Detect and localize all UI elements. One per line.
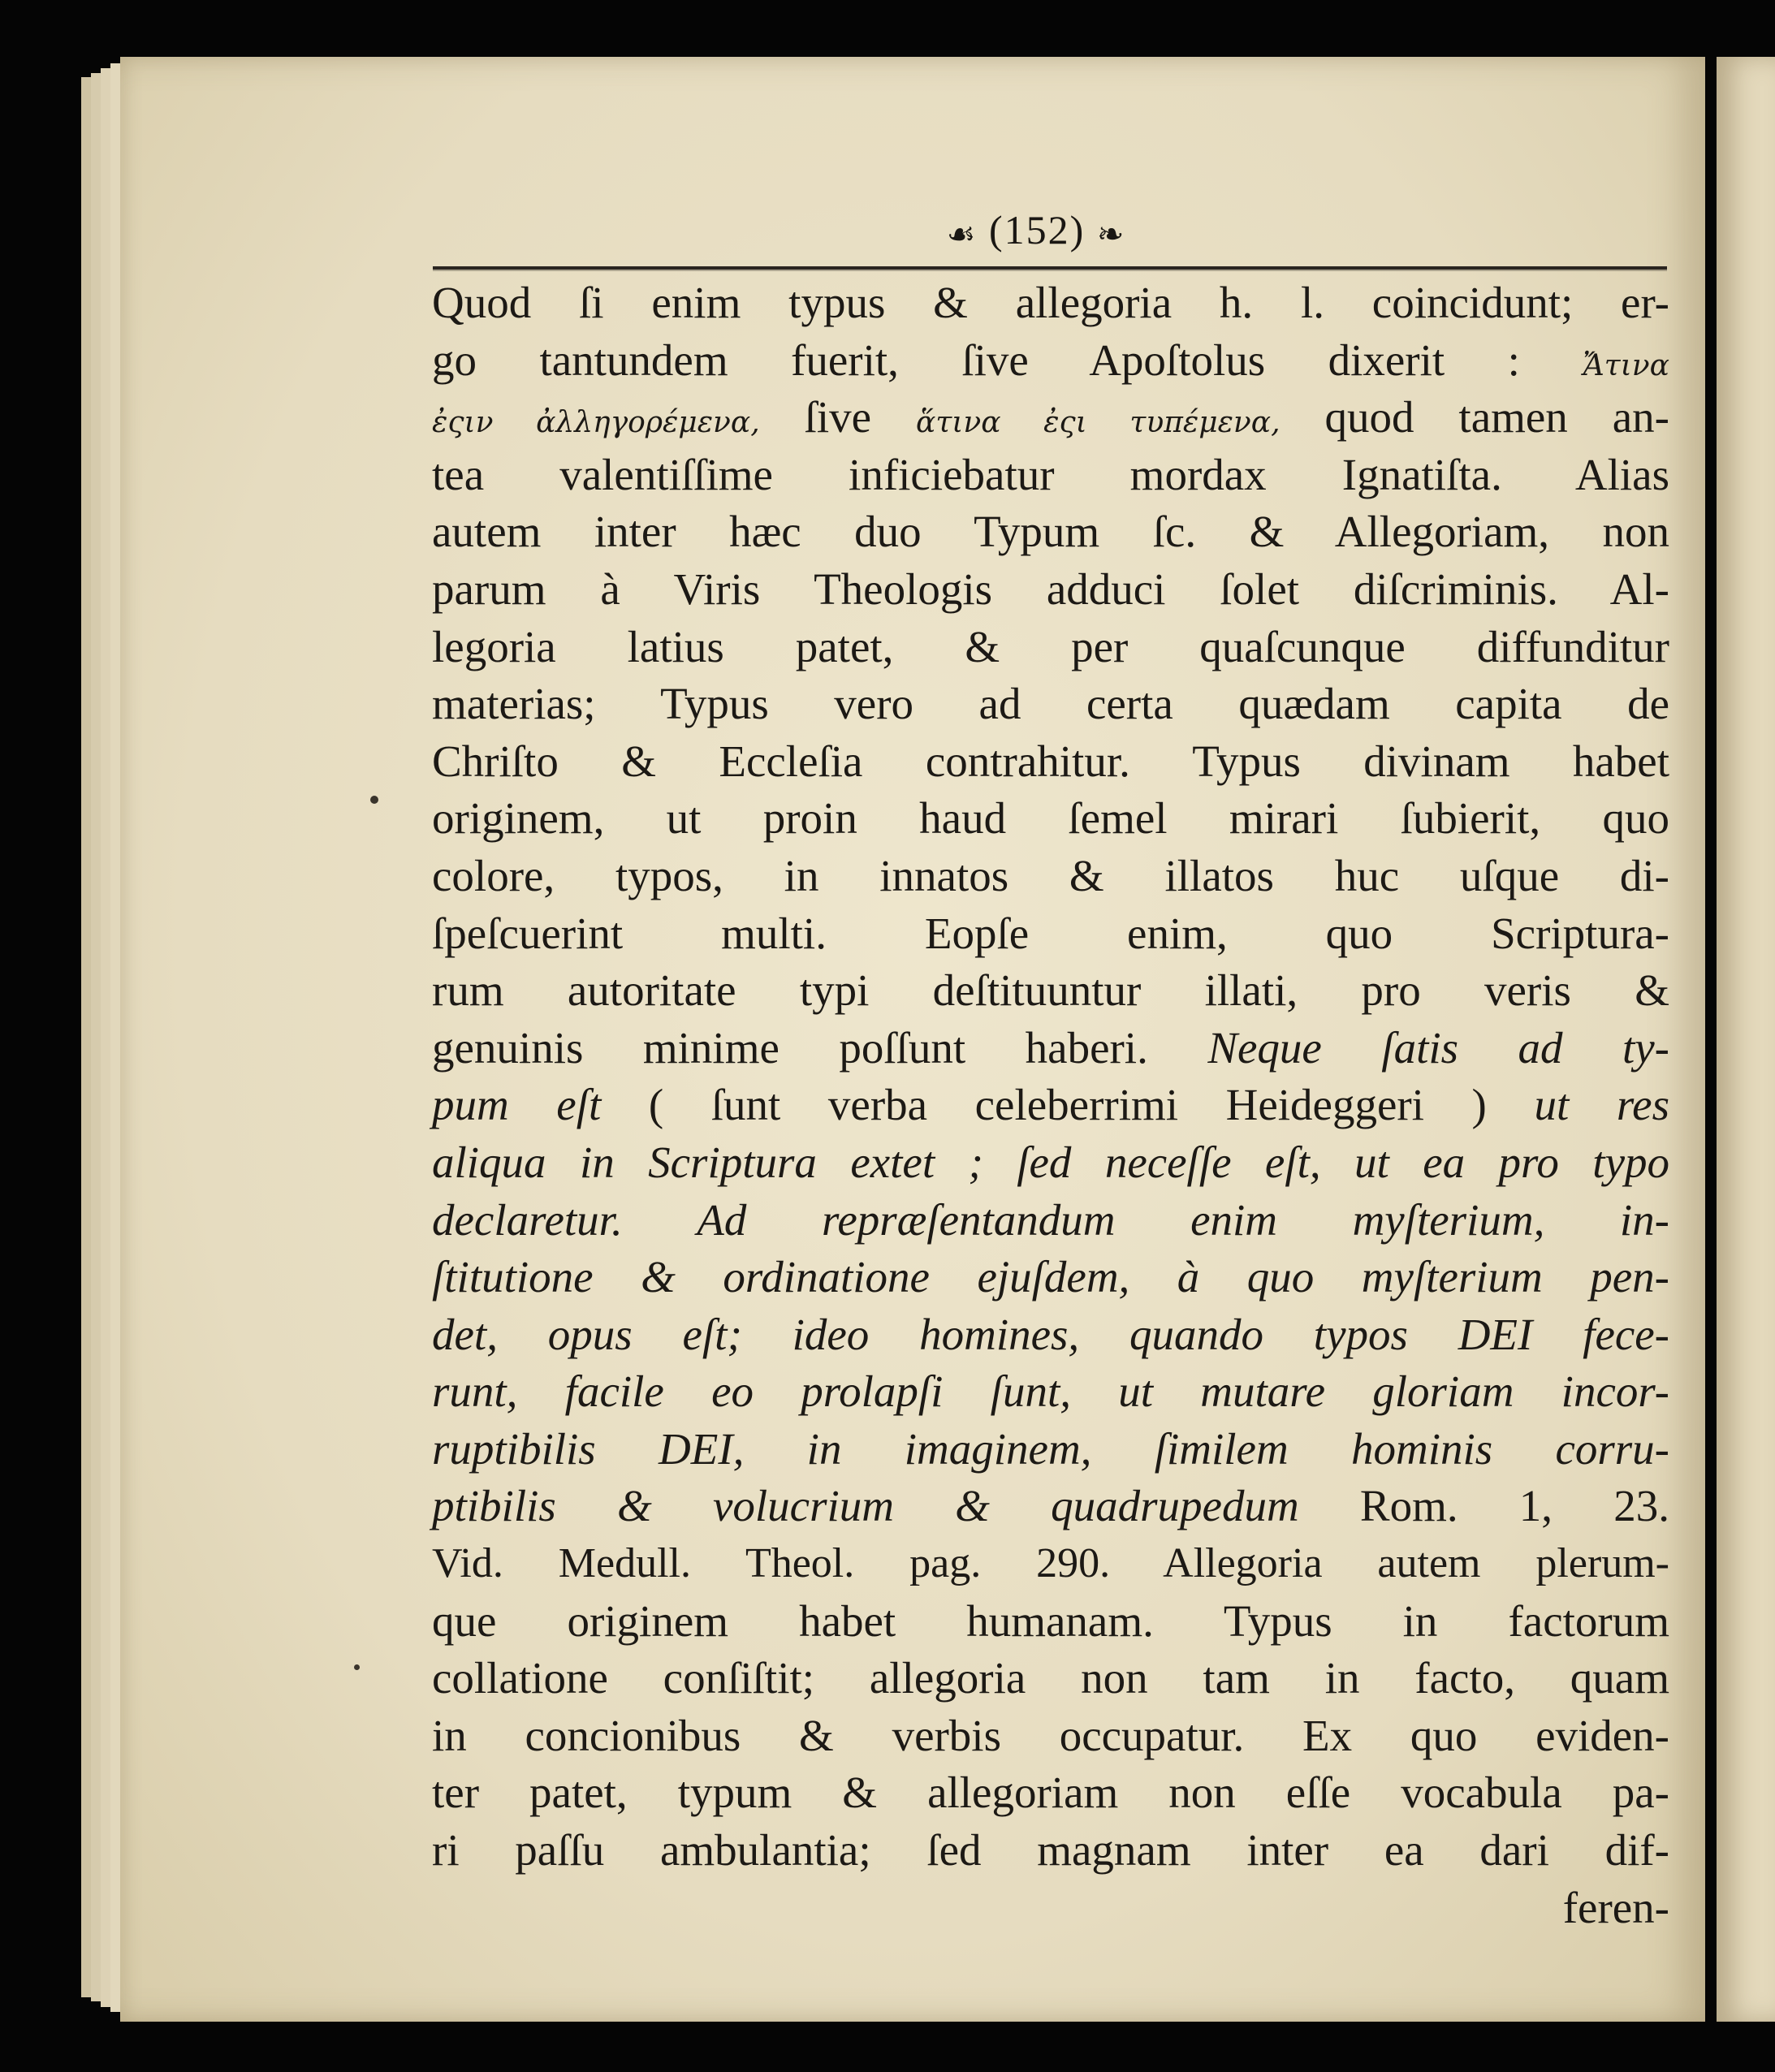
roman-text: autem inter hæc duo Typum ſc. & Allegoriam, non	[432, 507, 1669, 557]
italic-text: det, opus eſt; ideo homines, quando typos DEI fece-	[432, 1309, 1669, 1359]
roman-text: collatione conſiſtit; allegoria non tam in facto, quam	[432, 1653, 1669, 1703]
text-line	[432, 1134, 1669, 1192]
text-line	[432, 1880, 1669, 1937]
roman-text: ri paſſu ambulantia; ſed magnam inter ea dari dif-	[432, 1825, 1669, 1876]
text-line	[432, 619, 1669, 676]
greek-text: Ἄτινα	[1583, 348, 1669, 382]
roman-text: genuinis minime poſſunt haberi.	[432, 1022, 1208, 1073]
text-line	[432, 274, 1669, 332]
text-line	[432, 332, 1669, 390]
text-line	[432, 848, 1669, 905]
roman-text: go tantundem fuerit, ſive Apoſtolus dixerit :	[432, 335, 1583, 385]
italic-text: ut res	[1534, 1080, 1669, 1130]
text-line	[432, 1707, 1669, 1765]
text-line	[432, 1306, 1669, 1364]
roman-text: ( ſunt verba celeberrimi Heideggeri )	[601, 1080, 1535, 1130]
roman-text: que originem habet humanam. Typus in factorum	[432, 1595, 1669, 1646]
roman-text: Quod ſi enim typus & allegoria h. l. coincidunt; er-	[432, 278, 1669, 327]
italic-text: ruptibilis DEI, in imaginem, ſimilem hominis corru-	[432, 1423, 1669, 1474]
text-line	[432, 1249, 1669, 1306]
page-speck	[354, 1664, 360, 1670]
text-line	[432, 1822, 1669, 1880]
roman-text: feren-	[1562, 1882, 1669, 1932]
italic-text: pum eſt	[432, 1080, 602, 1130]
roman-text: Chriſto & Eccleſia contrahitur. Typus divinam habet	[432, 736, 1669, 786]
page-number-line	[833, 206, 1239, 253]
text-line	[432, 389, 1669, 447]
roman-text: originem, ut proin haud ſemel mirari ſubierit, quo	[432, 793, 1669, 844]
page-header	[120, 146, 1705, 253]
italic-text: ptibilis & volucrium & quadrupedum	[432, 1481, 1299, 1531]
italic-text: declaretur. Ad repræſentandum enim myſterium, in-	[432, 1194, 1669, 1245]
header-rule	[433, 266, 1667, 270]
page-number: (152)	[989, 207, 1086, 253]
text-line	[432, 503, 1669, 561]
text-line	[432, 1650, 1669, 1707]
italic-text: aliqua in Scriptura extet ; ſed neceſſe eſt, ut ea pro typo	[432, 1137, 1669, 1187]
roman-text: rum autoritate typi deſtituuntur illati, pro veris &	[432, 965, 1669, 1016]
text-line	[432, 733, 1669, 791]
roman-text: Vid. Medull. Theol. pag. 290. Allegoria autem plerum-	[432, 1540, 1669, 1587]
greek-text: ἐςιν ἀλληγορέμενα,	[432, 406, 760, 440]
book-page	[120, 57, 1705, 2022]
text-line	[432, 1421, 1669, 1478]
roman-text: in concionibus & verbis occupatur. Ex quo eviden-	[432, 1710, 1669, 1760]
text-line	[432, 1593, 1669, 1651]
page-speck	[370, 796, 378, 804]
text-line	[432, 1363, 1669, 1421]
roman-text: materias; Typus vero ad certa quædam capita de	[432, 679, 1669, 729]
text-line	[432, 1192, 1669, 1250]
roman-text: tea valentiſſime inficiebatur mordax Ignatiſta. Alias	[432, 449, 1669, 499]
roman-text: colore, typos, in innatos & illatos huc uſque di-	[432, 850, 1669, 900]
roman-text: ſive	[759, 392, 917, 442]
roman-text: ter patet, typum & allegoriam non eſſe vocabula pa-	[432, 1768, 1669, 1818]
italic-text: runt, facile eo prolapſi ſunt, ut mutare gloriam incor-	[432, 1366, 1669, 1417]
text-line	[432, 962, 1669, 1020]
roman-text: parum à Viris Theologis adduci ſolet diſcriminis. Al-	[432, 563, 1669, 614]
text-line	[432, 1478, 1669, 1535]
fleuron-left-icon: ☙	[946, 216, 978, 253]
italic-text: Neque ſatis ad ty-	[1207, 1022, 1669, 1073]
text-line	[432, 561, 1669, 619]
greek-text: ἅτινα ἐςι τυπέμενα,	[916, 406, 1281, 440]
text-line	[432, 1535, 1669, 1593]
roman-text: Rom. 1, 23.	[1298, 1481, 1670, 1531]
roman-text: quod tamen an-	[1280, 392, 1669, 442]
text-line	[432, 790, 1669, 848]
body-text	[432, 274, 1669, 1936]
text-line	[432, 1764, 1669, 1822]
text-line	[432, 1077, 1669, 1134]
roman-text: ſpeſcuerint multi. Eopſe enim, quo Scriptura-	[432, 908, 1669, 958]
fleuron-right-icon: ❧	[1096, 216, 1126, 253]
roman-text: legoria latius patet, & per quaſcunque diffunditur	[432, 621, 1669, 671]
text-line	[432, 447, 1669, 504]
text-line	[432, 676, 1669, 733]
text-line	[432, 1020, 1669, 1077]
text-line	[432, 905, 1669, 963]
facing-page-edge	[1717, 57, 1775, 2022]
italic-text: ſtitutione & ordinatione ejuſdem, à quo myſterium pen-	[432, 1252, 1669, 1302]
